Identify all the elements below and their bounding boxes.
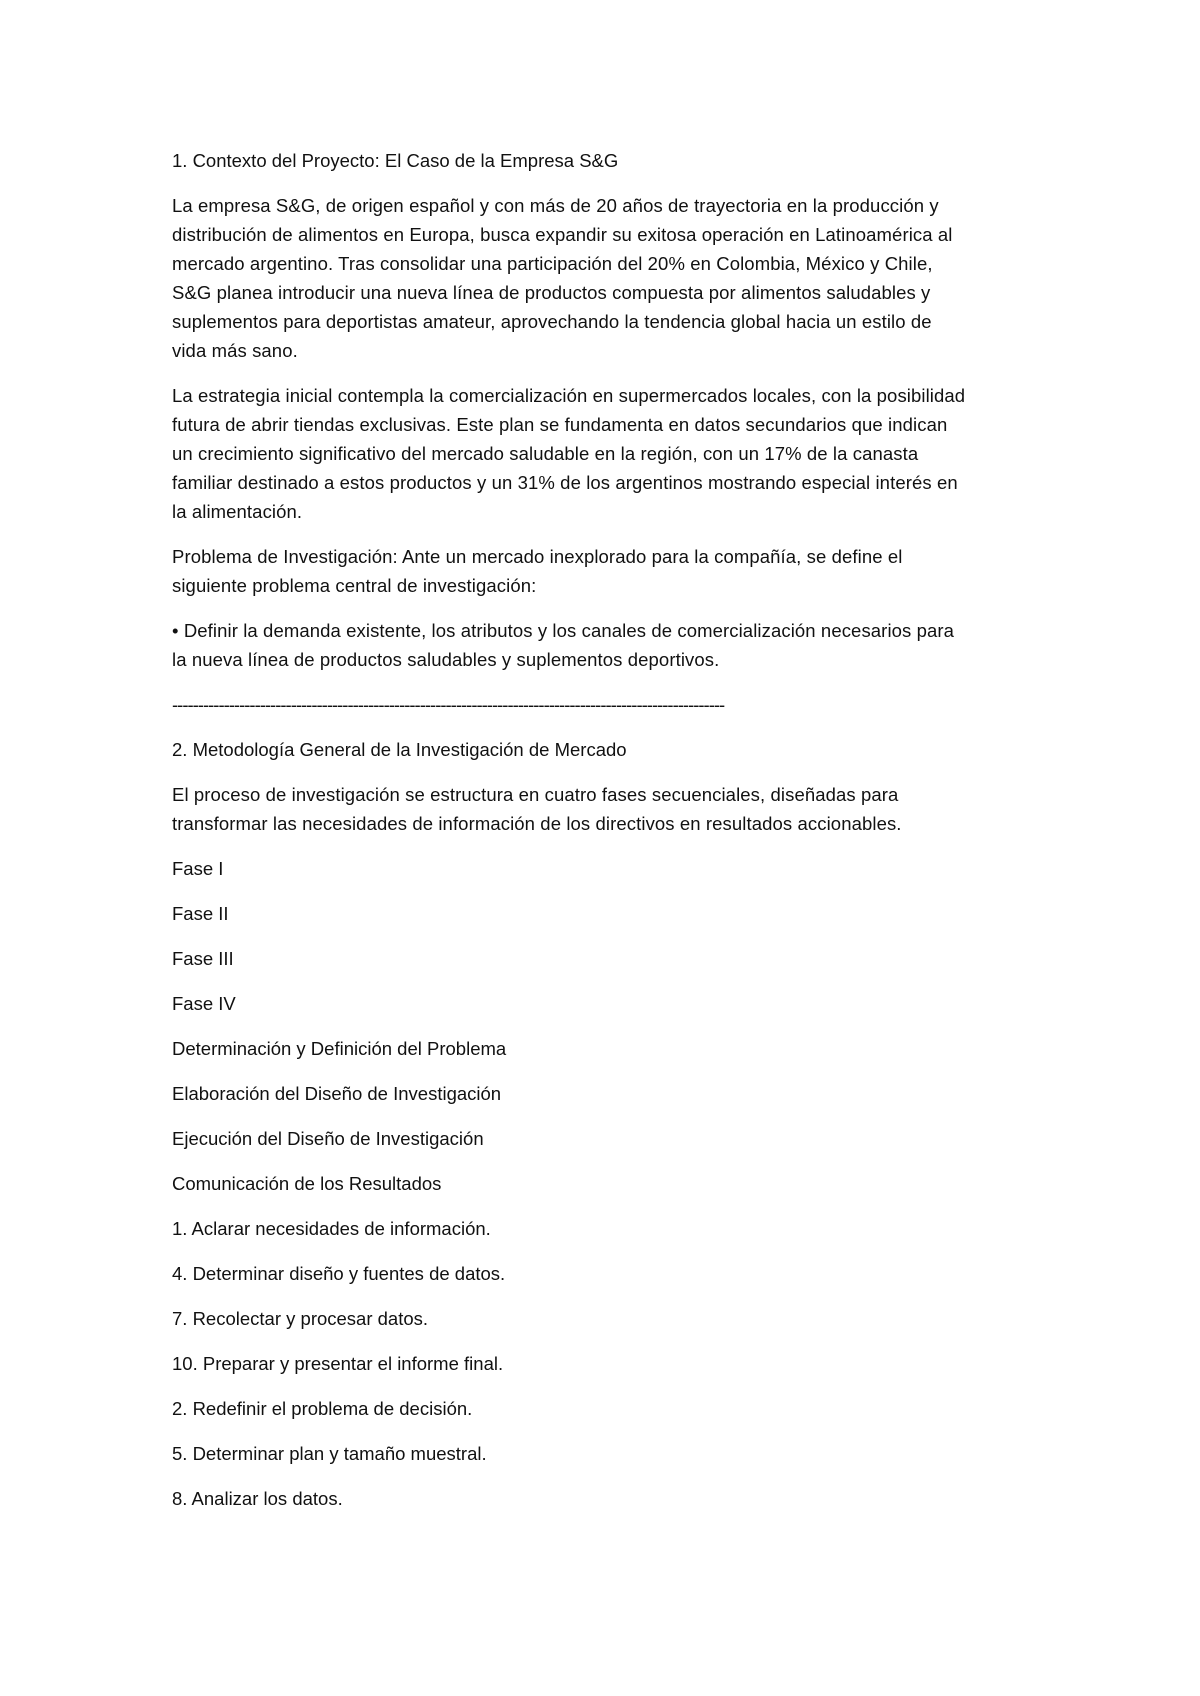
methodology-line: El proceso de investigación se estructura en cuatro fases secuenciales, diseñadas para [172,784,899,805]
document-body [172,146,1042,1529]
strategy-line: La estrategia inicial contempla la comercialización en supermercados locales, con la posibilidad [172,385,966,406]
strategy-line: un crecimiento significativo del mercado saludable en la región, con un 17% de la canasta [172,443,919,464]
step-item: 7. Recolectar y procesar datos. [172,1308,429,1329]
step-item: 10. Preparar y presentar el informe final. [172,1353,504,1374]
bullet-line: • Definir la demanda existente, los atributos y los canales de comercialización necesarios para [172,620,955,641]
step-item: 8. Analizar los datos. [172,1488,343,1509]
strategy-paragraph [172,381,1042,526]
phase-title: Determinación y Definición del Problema [172,1038,507,1059]
phase-label: Fase III [172,948,234,969]
problem-paragraph [172,542,1042,600]
methodology-paragraph [172,780,1042,838]
bullet-line: la nueva línea de productos saludables y suplementos deportivos. [172,649,720,670]
phase-label: Fase II [172,903,229,924]
problem-line: Problema de Investigación: Ante un mercado inexplorado para la compañía, se define el [172,546,903,567]
section2-heading: 2. Metodología General de la Investigación de Mercado [172,739,627,760]
context-line: S&G planea introducir una nueva línea de productos compuesta por alimentos saludables y [172,282,931,303]
phase-title: Ejecución del Diseño de Investigación [172,1128,484,1149]
phase-label: Fase I [172,858,224,879]
context-line: vida más sano. [172,340,298,361]
methodology-line: transformar las necesidades de información de los directivos en resultados accionables. [172,813,902,834]
phase-title: Comunicación de los Resultados [172,1173,442,1194]
step-item: 1. Aclarar necesidades de información. [172,1218,491,1239]
context-line: distribución de alimentos en Europa, busca expandir su exitosa operación en Latinoamérica al [172,224,953,245]
strategy-line: familiar destinado a estos productos y un 31% de los argentinos mostrando especial interés en [172,472,958,493]
strategy-line: la alimentación. [172,501,303,522]
strategy-line: futura de abrir tiendas exclusivas. Este plan se fundamenta en datos secundarios que indican [172,414,948,435]
step-item: 2. Redefinir el problema de decisión. [172,1398,473,1419]
bullet-paragraph [172,616,1042,674]
section1-heading: 1. Contexto del Proyecto: El Caso de la Empresa S&G [172,150,619,171]
context-line: mercado argentino. Tras consolidar una participación del 20% en Colombia, México y Chile, [172,253,933,274]
problem-line: siguiente problema central de investigación: [172,575,537,596]
phase-title: Elaboración del Diseño de Investigación [172,1083,502,1104]
phase-label: Fase IV [172,993,236,1014]
context-paragraph [172,191,1042,365]
step-item: 5. Determinar plan y tamaño muestral. [172,1443,487,1464]
context-line: La empresa S&G, de origen español y con más de 20 años de trayectoria en la producción y [172,195,939,216]
context-line: suplementos para deportistas amateur, aprovechando la tendencia global hacia un estilo de [172,311,932,332]
step-item: 4. Determinar diseño y fuentes de datos. [172,1263,506,1284]
dashed-separator: ----------------------------------------------------------------------------------------------------------- [172,694,725,715]
